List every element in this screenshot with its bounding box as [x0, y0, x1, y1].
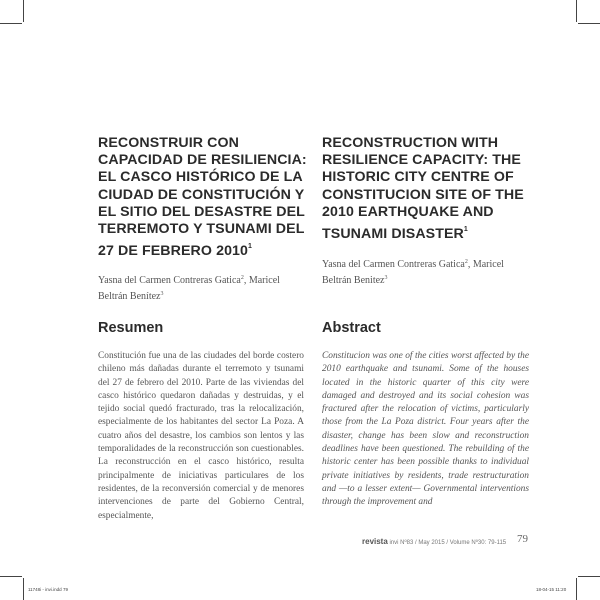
author-footnote: 3 — [384, 274, 388, 281]
spanish-authors — [98, 272, 313, 303]
resumen-heading: Resumen — [98, 320, 164, 336]
author-footnote: 2 — [464, 259, 468, 265]
author-name: Yasna del Carmen Contreras Gatica — [98, 275, 241, 286]
crop-mark — [578, 23, 600, 24]
author-footnote: 2 — [240, 275, 244, 281]
author-name: , Maricel — [467, 259, 504, 270]
print-slug-right: 18-04-15 11:20 — [536, 587, 567, 592]
crop-mark — [23, 578, 24, 600]
crop-mark — [0, 576, 22, 577]
page-number: 79 — [517, 533, 528, 545]
spanish-column — [98, 135, 308, 260]
title-footnote: 1 — [248, 243, 253, 251]
crop-mark — [576, 578, 577, 600]
title-footnote: 1 — [463, 226, 468, 234]
crop-mark — [576, 0, 577, 22]
author-name: Yasna del Carmen Contreras Gatica — [322, 259, 465, 270]
crop-mark — [578, 576, 600, 577]
author-name: Beltrán Benítez — [98, 290, 161, 302]
crop-mark — [23, 0, 24, 22]
abstract-body: Constitucion was one of the cities worst affected by the 2010 earthquake and tsunami. Some of the houses located in the historic quarter of this city were damaged and destroyed and its social cohesion was fractured after the relocation of victims, particularly those from the La Poza district. Four years after the disaster, change has been slow and reconstruction deadlines have been questioned. The rebuilding of the historic center has been possible thanks to individual private initiatives by residents, trade restructuration and —to a lesser extent— Governmental interventions through the improvement and — [322, 351, 529, 508]
author-name: Beltrán Benitez — [322, 274, 385, 286]
abstract-heading: Abstract — [322, 320, 381, 336]
spanish-title: RECONSTRUIR CON CAPACIDAD DE RESILIENCIA: EL CASCO HISTÓRICO DE LA CIUDAD DE CONSTITUCIÓN Y EL SITIO DEL DESASTRE DEL TERREMOTO Y TSUNAMI DEL 27 DE FEBRERO 2010$^1$ — [98, 135, 307, 260]
author-name: , Maricel — [243, 275, 280, 286]
citation-text: invi Nº83 / May 2015 / Volume Nº30: 79-115 — [389, 540, 507, 546]
english-authors — [322, 256, 532, 287]
journal-name: revista — [362, 537, 388, 546]
author-footnote: 3 — [160, 290, 164, 297]
english-column — [322, 135, 530, 243]
resumen-body: Constitución fue una de las ciudades del borde costero chileno más dañadas durante el terremoto y tsunami del 27 de febrero del 2010. Parte de las viviendas del casco histórico quedaron dañadas y destruidas, y el tejido social quedó fracturado, tras la relocalización, especialmente de los habitantes del sector La Poza. A cuatro años del desastre, los cambios son lentos y las temporalidades de la reconstrucción son cuestionables. La reconstrucción en el casco histórico, resulta principalmente de iniciativas particulares de los residentes, de la reconversión comercial y de menores intervenciones de parte del Gobierno Central, especialmente, — [98, 351, 304, 521]
print-slug-left: 11748i - invi.indd 79 — [28, 587, 68, 592]
english-title: RECONSTRUCTION WITH RESILIENCE CAPACITY: THE HISTORIC CITY CENTRE OF CONSTITUCION SITE OF THE 2010 EARTHQUAKE AND TSUNAMI DISASTER$^1$ — [322, 135, 524, 243]
journal-citation — [362, 537, 506, 546]
crop-mark — [0, 23, 22, 24]
